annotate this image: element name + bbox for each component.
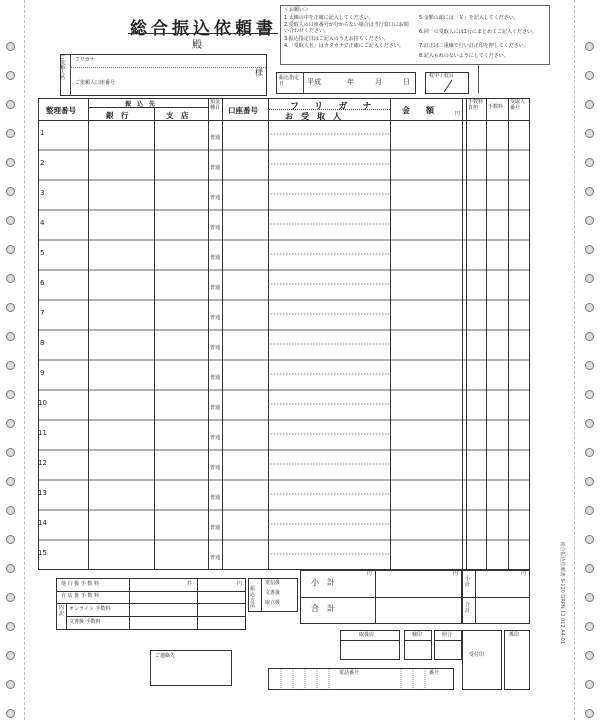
seal-divider <box>435 640 461 641</box>
account-type-option[interactable]: 普通 <box>210 435 221 441</box>
account-type-option[interactable]: 普通 <box>210 525 221 531</box>
payment-method-divider <box>261 579 262 611</box>
instruction-item: 7.訂正は二重線で行い訂正印を押してください。 <box>419 43 529 49</box>
header-bank-group: 振 込 先 <box>125 101 156 108</box>
fee-row-label: 文書扱 手数料 <box>69 619 101 625</box>
receipt-stamp-box[interactable] <box>462 630 502 690</box>
row-number: 3 <box>40 189 45 197</box>
month-unit: 月 <box>375 78 382 86</box>
payment-method-label: 振込方法 <box>250 586 256 610</box>
account-type-option[interactable]: 普通 <box>210 405 221 411</box>
seal-box[interactable] <box>340 630 400 660</box>
instruction-item: 8.記入もれのないようにしてください。 <box>419 53 509 59</box>
fee-side-label: 内訳 <box>59 605 65 617</box>
fee-totals-divider <box>475 571 476 623</box>
seal-label: 取扱店 <box>359 632 375 638</box>
header-payee: お 受 取 人 <box>285 112 341 121</box>
instruction-item: 2.受取人の口座番号が分からない場合は当行窓口にお問い合わせください。 <box>284 22 409 34</box>
total-yen: 円 <box>453 571 459 577</box>
account-type-option[interactable]: 普通 <box>210 225 221 231</box>
row-number: 4 <box>40 219 45 227</box>
requester-side-label: ご依頼人名 <box>60 55 66 81</box>
row-number: 12 <box>38 459 47 467</box>
right-margin-text: 総合振込依頼書 S-120 GRPN 12 012 A4-01 <box>559 541 565 644</box>
header-bank: 銀 行 <box>106 111 129 120</box>
fee-row-yen: 円 <box>237 581 243 587</box>
requester-code-label: ご依頼人口座番号 <box>75 80 116 86</box>
seal-box[interactable] <box>434 630 462 660</box>
row-number: 5 <box>40 249 45 257</box>
account-type-option[interactable]: 普通 <box>210 465 221 471</box>
totals-box <box>300 570 462 624</box>
contact-box[interactable] <box>150 650 232 686</box>
row-number: 7 <box>40 309 45 317</box>
era-label: 平成 <box>307 78 321 86</box>
row-number: 11 <box>38 429 47 437</box>
header-account-no: 口座番号 <box>228 106 258 115</box>
fee-row-label: 自 店 扱 手 数 料 <box>61 593 99 599</box>
fee-totals-row-line <box>463 597 529 598</box>
header-fee-bearer: 手数料負担 <box>468 99 484 111</box>
account-type-option[interactable]: 普通 <box>210 495 221 501</box>
account-type-option[interactable]: 普通 <box>210 195 221 201</box>
seal-label: 照合 <box>442 632 453 638</box>
footnote-label: 番号 <box>429 670 440 676</box>
row-number: 10 <box>38 399 47 407</box>
header-fee: 手数料 <box>488 104 504 110</box>
header-account-type: 預金種目 <box>210 99 221 111</box>
request-date-label: 振込指定日 <box>279 75 300 87</box>
instruction-item: 6.同一の受取人には1行にまとめてご記入ください。 <box>419 29 537 35</box>
account-type-option[interactable]: 普通 <box>210 555 221 561</box>
seal-box[interactable] <box>404 630 432 660</box>
header-yen: 円 <box>455 111 461 117</box>
fee-label-divider <box>129 579 130 629</box>
year-unit: 年 <box>347 78 354 86</box>
row-number: 13 <box>38 489 47 497</box>
totals-row-line <box>301 597 461 598</box>
header-fee-code: 受取人番号 <box>510 99 526 111</box>
subtotal-label: 小 計 <box>311 578 335 587</box>
total-label: 合 計 <box>311 604 335 613</box>
totals-label-divider <box>375 571 376 623</box>
header-branch: 支 店 <box>166 111 189 120</box>
fee-row-line <box>57 591 245 592</box>
account-type-option[interactable]: 普通 <box>210 345 221 351</box>
fee-count-divider <box>197 579 198 629</box>
fee-row-unit: 件 <box>187 581 193 587</box>
header-row-no: 整理番号 <box>46 106 76 115</box>
payment-method-option[interactable]: 取立扱 <box>265 600 281 606</box>
payment-method-option[interactable]: 電信扱 <box>265 580 281 586</box>
row-number: 8 <box>40 339 45 347</box>
furigana-label: フリガナ <box>75 57 95 63</box>
seal-label: 検印 <box>412 632 423 638</box>
phone-label: 電話番号 <box>339 670 360 676</box>
subtotal-yen: 円 <box>367 571 373 577</box>
addressee-suffix: 殿 <box>192 40 202 51</box>
fee-row-line <box>66 616 245 617</box>
row-number: 1 <box>40 129 45 137</box>
account-type-option[interactable]: 普通 <box>210 315 221 321</box>
small-subtotal-label: 小計 <box>465 576 471 588</box>
phone-cell-dividers <box>269 669 455 691</box>
payment-method-box <box>248 578 298 612</box>
instruction-item: 4.「受取人名」はカタカナで正確にご記入ください。 <box>284 43 404 49</box>
account-type-option[interactable]: 普通 <box>210 255 221 261</box>
seal-label: 係印 <box>509 632 520 638</box>
instruction-item: 1.太線の中を正確に記入してください。 <box>284 15 374 21</box>
requester-suffix: 様 <box>255 68 263 77</box>
account-type-option[interactable]: 普通 <box>210 285 221 291</box>
fee-row-line <box>57 603 245 604</box>
phone-box[interactable] <box>268 668 454 690</box>
row-number: 9 <box>40 369 45 377</box>
seal-divider <box>405 640 431 641</box>
receipt-label: 受付印 <box>469 652 485 658</box>
row-number: 2 <box>40 159 45 167</box>
seal-divider <box>341 640 399 641</box>
contact-label: ご連絡先 <box>155 653 176 659</box>
fee-totals-yen: 円 <box>521 571 527 577</box>
instruction-item: 3.振込指定日はご記入のうえお持ちください。 <box>284 36 389 42</box>
account-type-option[interactable]: 普通 <box>210 375 221 381</box>
row-number: 14 <box>38 519 47 527</box>
instruction-item: 5.金額の頭には「￥」を記入してください。 <box>419 15 519 21</box>
small-total-label: 合計 <box>465 602 471 614</box>
header-amount: 金 額 <box>402 106 434 115</box>
fee-row-label: 他 行 扱 手 数 料 <box>61 581 99 587</box>
sheet-count-label: 枚中 / 枚目 <box>429 73 454 79</box>
account-type-option[interactable]: 普通 <box>210 135 221 141</box>
fee-totals-box <box>462 570 530 624</box>
fee-table <box>56 578 246 630</box>
header-furigana: フ リ ガ ナ <box>290 102 378 112</box>
account-type-option[interactable]: 普通 <box>210 165 221 171</box>
day-unit: 日 <box>403 78 410 86</box>
seal-box[interactable] <box>504 630 530 690</box>
row-number: 15 <box>38 549 47 557</box>
instructions-title: ＜お願い＞ <box>284 7 310 13</box>
page-title: 総合振込依頼書 <box>130 19 277 39</box>
payment-method-option[interactable]: 文書扱 <box>265 590 281 596</box>
fee-row-label: オンライン 手数料 <box>69 606 111 612</box>
row-number: 6 <box>40 279 45 287</box>
